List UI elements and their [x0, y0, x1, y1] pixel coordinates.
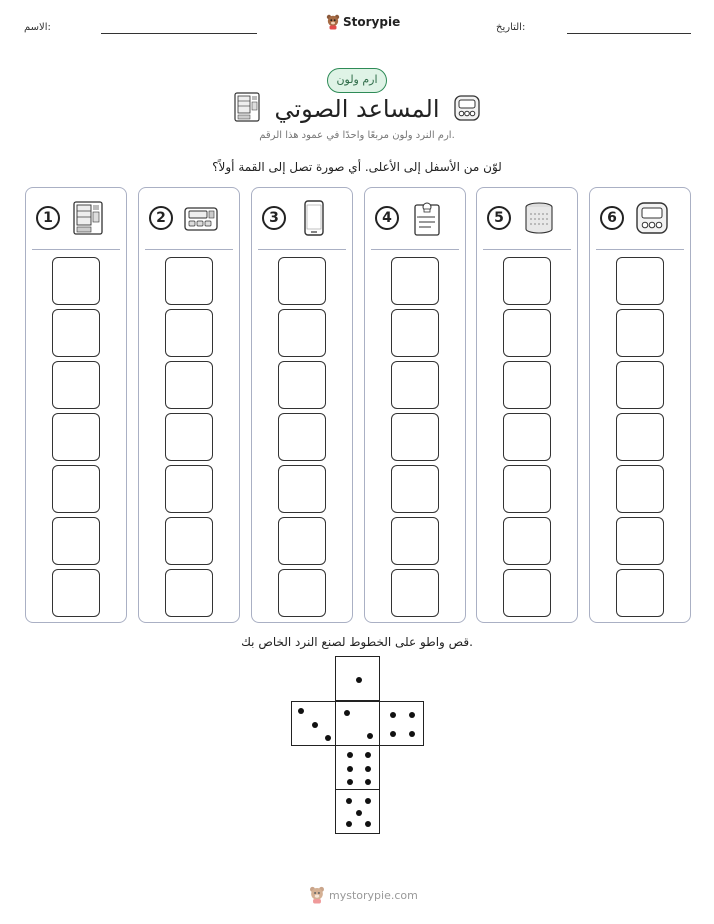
column-number: 4 — [375, 206, 399, 230]
dice-pip — [347, 766, 353, 772]
color-square[interactable] — [278, 413, 326, 461]
column-6 — [589, 187, 691, 623]
dice-pip — [365, 798, 371, 804]
color-square[interactable] — [616, 309, 664, 357]
color-square[interactable] — [278, 257, 326, 305]
color-square[interactable] — [278, 517, 326, 565]
color-square[interactable] — [52, 413, 100, 461]
dice-face-1 — [335, 656, 380, 701]
dice-pip — [409, 712, 415, 718]
date-line[interactable] — [567, 33, 691, 34]
color-square[interactable] — [165, 257, 213, 305]
dice-pip — [344, 710, 350, 716]
column-divider — [145, 249, 233, 250]
color-square[interactable] — [616, 361, 664, 409]
dice-pip — [390, 712, 396, 718]
column-header — [252, 188, 352, 248]
timer-device-icon — [453, 94, 481, 122]
dice-pip — [409, 731, 415, 737]
color-square[interactable] — [52, 569, 100, 617]
subtitle: ارم النرد ولون مربعًا واحدًا في عمود هذا الرقم. — [259, 130, 455, 141]
color-square[interactable] — [503, 361, 551, 409]
color-square[interactable] — [278, 309, 326, 357]
color-square[interactable] — [278, 361, 326, 409]
color-square[interactable] — [52, 257, 100, 305]
smartphone-icon — [296, 200, 332, 236]
color-square[interactable] — [278, 465, 326, 513]
dice-pip — [367, 733, 373, 739]
color-square[interactable] — [503, 517, 551, 565]
color-square[interactable] — [503, 309, 551, 357]
color-square[interactable] — [52, 361, 100, 409]
dice-pip — [347, 752, 353, 758]
dice-pip — [390, 731, 396, 737]
color-square[interactable] — [391, 413, 439, 461]
color-square[interactable] — [165, 361, 213, 409]
name-line[interactable] — [101, 33, 257, 34]
column-header — [590, 188, 690, 248]
dice-pip — [356, 810, 362, 816]
brand-logo — [326, 14, 400, 30]
column-5 — [476, 187, 578, 623]
color-square[interactable] — [165, 309, 213, 357]
bear-mascot-icon — [309, 886, 325, 904]
color-square[interactable] — [391, 361, 439, 409]
color-square[interactable] — [52, 465, 100, 513]
date-label: التاريخ: — [496, 22, 526, 33]
color-square[interactable] — [616, 413, 664, 461]
vending-machine-icon — [234, 92, 260, 122]
dice-instruction: قص واطو على الخطوط لصنع النرد الخاص بك. — [241, 635, 473, 649]
dice-pip — [325, 735, 331, 741]
brand-name: Storypie — [343, 15, 401, 29]
footer — [309, 886, 418, 904]
column-number: 5 — [487, 206, 511, 230]
dice-face-4 — [379, 701, 424, 746]
column-4 — [364, 187, 466, 623]
smart-speaker-icon — [521, 200, 557, 236]
answering-machine-icon — [183, 200, 219, 236]
bear-mascot-icon — [326, 14, 340, 30]
color-square[interactable] — [391, 309, 439, 357]
color-square[interactable] — [616, 517, 664, 565]
dice-face-5 — [335, 789, 380, 834]
column-number: 1 — [36, 206, 60, 230]
dice-pip — [365, 821, 371, 827]
recipe-card-icon — [409, 200, 445, 236]
dice-pip — [356, 677, 362, 683]
color-square[interactable] — [503, 413, 551, 461]
dice-pip — [298, 708, 304, 714]
column-header — [477, 188, 577, 248]
color-square[interactable] — [616, 465, 664, 513]
column-divider — [371, 249, 459, 250]
dice-pip — [346, 798, 352, 804]
column-header — [365, 188, 465, 248]
timer-device-icon — [634, 200, 670, 236]
page-title: المساعد الصوتي — [274, 95, 440, 123]
dice-face-3 — [291, 701, 336, 746]
column-number: 2 — [149, 206, 173, 230]
color-square[interactable] — [165, 465, 213, 513]
column-divider — [32, 249, 120, 250]
column-divider — [483, 249, 571, 250]
color-square[interactable] — [503, 257, 551, 305]
dice-pip — [365, 766, 371, 772]
column-number: 3 — [262, 206, 286, 230]
dice-pip — [312, 722, 318, 728]
column-number: 6 — [600, 206, 624, 230]
coloring-instruction: لوّن من الأسفل إلى الأعلى. أي صورة تصل إلى القمة أولاً؟ — [212, 160, 502, 174]
activity-badge: ارم ولون — [327, 68, 387, 93]
color-square[interactable] — [165, 517, 213, 565]
color-square[interactable] — [278, 569, 326, 617]
color-square[interactable] — [616, 569, 664, 617]
dice-pip — [347, 779, 353, 785]
dice-pip — [365, 779, 371, 785]
column-header — [139, 188, 239, 248]
color-square[interactable] — [165, 569, 213, 617]
color-square[interactable] — [391, 257, 439, 305]
dice-pip — [346, 821, 352, 827]
color-square[interactable] — [391, 517, 439, 565]
color-square[interactable] — [52, 517, 100, 565]
column-3 — [251, 187, 353, 623]
color-square[interactable] — [165, 413, 213, 461]
column-1 — [25, 187, 127, 623]
column-divider — [596, 249, 684, 250]
color-square[interactable] — [503, 569, 551, 617]
name-label: الاسم: — [24, 22, 51, 33]
color-square[interactable] — [503, 465, 551, 513]
vending-machine-icon — [70, 200, 106, 236]
color-square[interactable] — [391, 569, 439, 617]
dice-pip — [365, 752, 371, 758]
column-header — [26, 188, 126, 248]
dice-face-2 — [335, 701, 380, 746]
color-square[interactable] — [616, 257, 664, 305]
column-divider — [258, 249, 346, 250]
color-square[interactable] — [52, 309, 100, 357]
footer-url[interactable]: mystorypie.com — [329, 888, 418, 902]
color-square[interactable] — [391, 465, 439, 513]
dice-face-6 — [335, 745, 380, 790]
column-2 — [138, 187, 240, 623]
